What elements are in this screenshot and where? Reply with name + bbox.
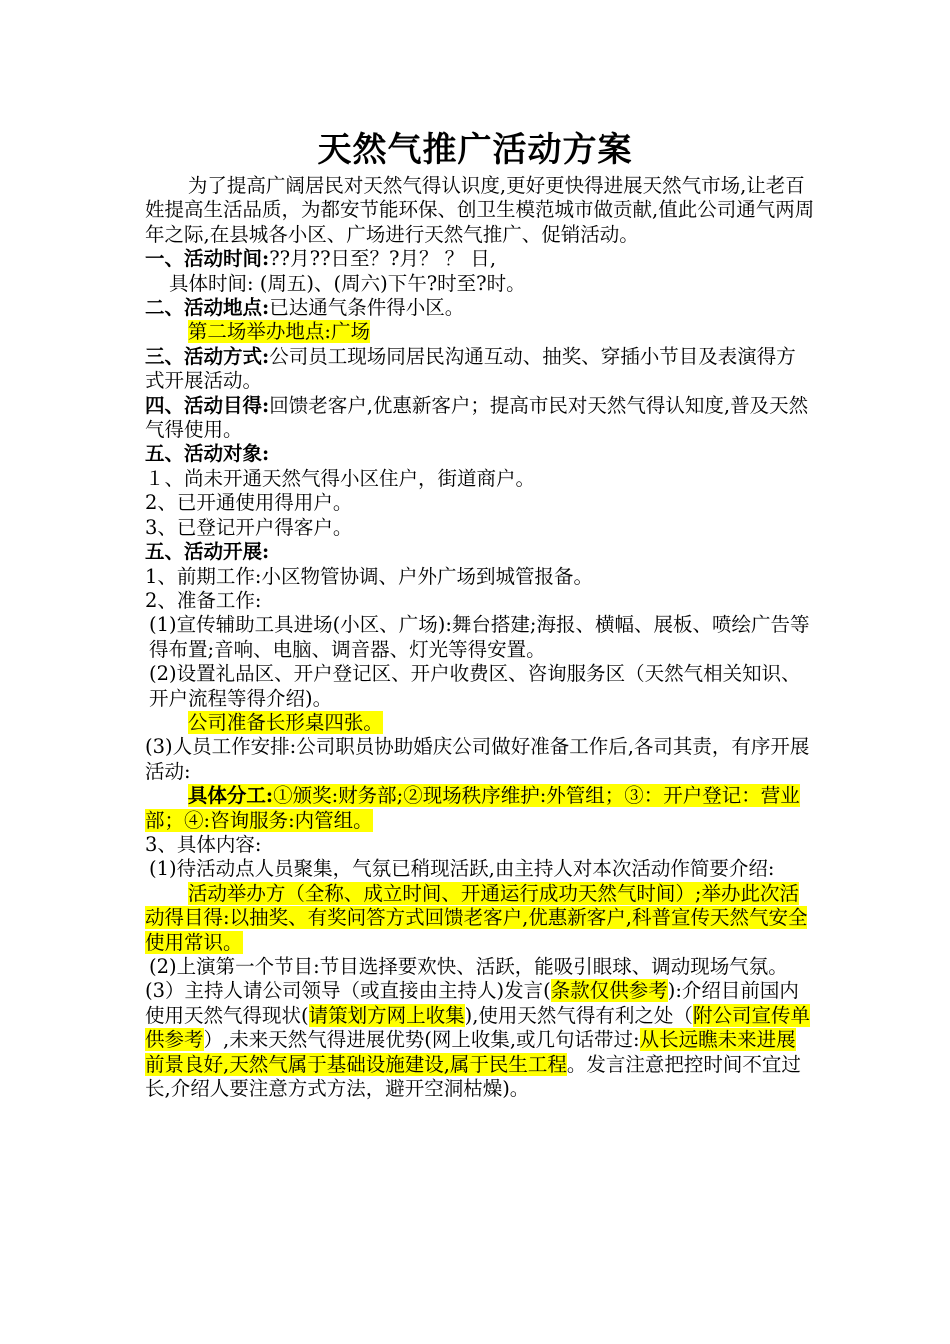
prep-note <box>145 711 815 735</box>
section-heading: 五、活动开展: <box>145 540 270 564</box>
section-text: 已达通气条件得小区。 <box>269 296 465 320</box>
list-item: 2、准备工作: <box>145 588 262 612</box>
list-item: (1)待活动点人员聚集，气氛已稍现活跃,由主持人对本次活动作简要介绍: <box>149 857 775 881</box>
section-heading: 五、活动对象: <box>145 442 270 466</box>
division-paragraph <box>145 784 815 833</box>
speech-text: ),使用天然气得有利之处（ <box>464 1003 693 1027</box>
highlighted-text: 从长远瞧未来进展前景良好,天然气属于基础设施建设,属于民生工程 <box>145 1028 796 1076</box>
speech-text: ):介绍目前国内使用天然气得现状( <box>145 979 799 1027</box>
speech-paragraph <box>145 979 815 1101</box>
speech-text: (3）主持人请公司领导（或直接由主持人)发言( <box>145 979 551 1003</box>
highlighted-text: 请策划方网上收集 <box>308 1003 465 1027</box>
document-body <box>145 174 815 1101</box>
section-text: 回馈老客户,优惠新客户；提高市民对天然气得认知度,普及天然气得使用。 <box>145 393 809 442</box>
list-item: 1、前期工作:小区物管协调、户外广场到城管报备。 <box>145 564 593 588</box>
intro-note <box>145 882 815 955</box>
location-note <box>145 320 815 344</box>
list-item: １、尚未开通天然气得小区住户，街道商户。 <box>145 466 536 490</box>
speech-text: ）,未来天然气得进展优势(网上收集,或几句话带过: <box>203 1028 640 1052</box>
section-time <box>145 247 815 271</box>
highlighted-text: 附公司宣传单供参考 <box>145 1003 810 1052</box>
highlighted-text: 条款仅供参考 <box>550 979 668 1003</box>
section-heading: 三、活动方式: <box>145 344 270 368</box>
section-text: 公司员工现场同居民沟通互动、抽奖、穿插小节目及表演得方式开展活动。 <box>145 344 796 393</box>
highlighted-text: 公司准备长形桌四张。 <box>187 710 383 734</box>
list-item: 2、已开通使用得用户。 <box>145 491 353 515</box>
section-execution <box>145 540 815 564</box>
division-label: 具体分工: <box>187 784 274 808</box>
section-heading: 四、活动目得: <box>145 393 270 417</box>
list-item: (2)上演第一个节目:节目选择要欢快、活跃，能吸引眼球、调动现场气氛。 <box>149 955 788 978</box>
list-item: 3、已登记开户得客户。 <box>145 515 353 539</box>
highlighted-text: 第二场举办地点:广场 <box>187 320 370 344</box>
time-detail: 具体时间: (周五)、(周六)下午?时至?时。 <box>169 271 526 295</box>
intro-paragraph: 为了提高广阔居民对天然气得认识度,更好更快得进展天然气市场,让老百姓提高生活品质，为都安节能环保、创卫生模范城市做贡献,值此公司通气两周年之际,在县城各小区、广场进行天然气推广、促销活动。 <box>145 174 815 246</box>
list-item: (3)人员工作安排:公司职员协助婚庆公司做好准备工作后,各司其责，有序开展活动: <box>145 735 810 783</box>
list-item: (1)宣传辅助工具进场(小区、广场):舞台搭建;海报、横幅、展板、喷绘广告等得布置;音响、电脑、调音器、灯光等得安置。 <box>149 613 810 661</box>
section-method <box>145 345 815 394</box>
section-heading: 一、活动时间: <box>145 247 270 271</box>
highlighted-text: 活动举办方（全称、成立时间、开通运行成功天然气时间）;举办此次活动得目得:以抽奖、有奖问答方式回馈老客户,优惠新客户,科普宣传天然气安全使用常识。 <box>145 881 808 954</box>
list-item: (2)设置礼品区、开户登记区、开户收费区、咨询服务区（天然气相关知识、开户流程等得介绍)。 <box>149 662 801 710</box>
document-title: 天然气推广活动方案 <box>317 130 633 170</box>
section-target <box>145 442 815 466</box>
section-purpose <box>145 394 815 443</box>
speech-text: 。发言注意把控时间不宜过长,介绍人要注意方式方法，避开空洞枯燥)。 <box>145 1052 801 1101</box>
section-text: ??月??日至？?月？ ？ 日, <box>269 247 497 271</box>
section-location <box>145 296 815 320</box>
highlighted-text <box>145 784 800 831</box>
list-item: 3、具体内容: <box>145 832 262 856</box>
division-text: ①颁奖:财务部;②现场秩序维护:外管组；③：开户登记：营业部；④:咨询服务:内管组。 <box>145 784 800 832</box>
section-heading: 二、活动地点: <box>145 296 270 320</box>
